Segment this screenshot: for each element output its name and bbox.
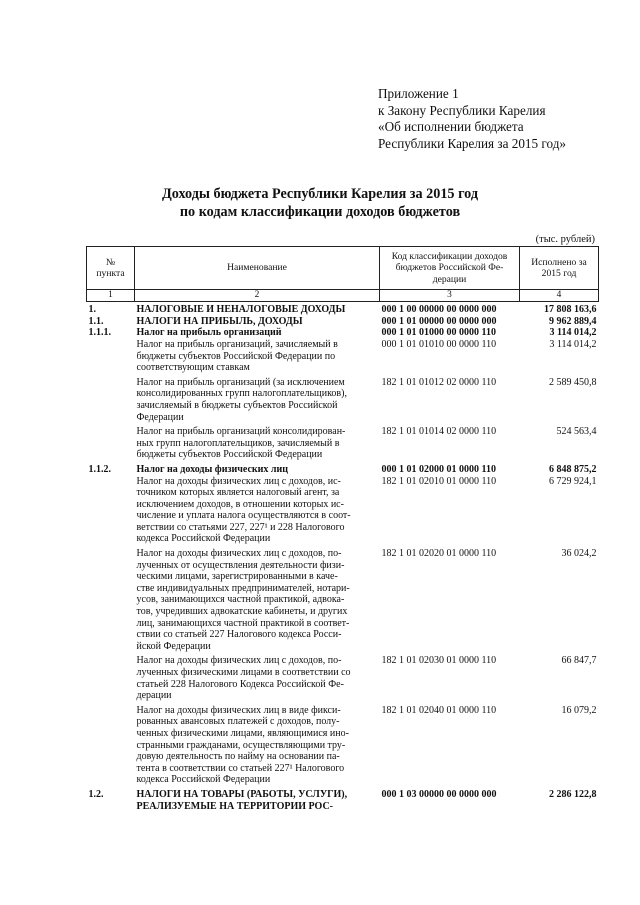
row-name-line: Налог на доходы физических лиц в виде фикси- (136, 704, 341, 716)
table-row (87, 786, 599, 812)
row-name-line: кодекса Российской Федерации (136, 774, 271, 786)
appendix-line-1: Приложение 1 (378, 86, 459, 101)
row-number (87, 423, 135, 461)
row-amount: 3 114 014,2 (549, 338, 597, 350)
row-name-line: стве индивидуальных предпринимателей, нотари- (136, 582, 350, 594)
row-name-line: числение и уплата налога осуществляются в соот- (136, 510, 351, 522)
header-num-line: пункта (96, 268, 125, 279)
row-name-line: точником которых является налоговый агент, за (136, 487, 340, 499)
appendix-line-3: «Об исполнении бюджета (378, 119, 524, 134)
header-amount-line: 2015 год (541, 268, 577, 279)
appendix-block (378, 86, 566, 152)
column-number: 4 (520, 290, 599, 302)
row-amount: 16 079,2 (561, 704, 597, 716)
row-number (87, 652, 135, 701)
column-number: 1 (87, 290, 135, 302)
row-name-line: Налог на доходы физических лиц с доходов, по- (136, 548, 342, 560)
row-name (135, 545, 380, 652)
row-name-line: довую деятельность по найму на основании па- (136, 751, 340, 763)
table-row (87, 476, 599, 546)
row-name-line: статьей 228 Налогового Кодекса Российской Фе- (136, 678, 344, 690)
table-row (87, 545, 599, 652)
row-name-line: Налог на доходы физических лиц с доходов, по- (136, 655, 342, 667)
row-code: 182 1 01 02020 01 0000 110 (381, 548, 497, 560)
row-name-line: НАЛОГИ НА ТОВАРЫ (РАБОТЫ, УСЛУГИ), (136, 788, 348, 800)
row-name-line: Налог на доходы физических лиц с доходов, ис- (136, 475, 341, 487)
row-code: 182 1 01 02040 01 0000 110 (381, 704, 497, 716)
row-name (135, 327, 380, 339)
row-number: 1.1.2. (88, 463, 111, 475)
row-amount: 17 808 163,6 (544, 304, 597, 316)
row-code: 000 1 01 00000 00 0000 000 (381, 315, 497, 327)
row-code: 182 1 01 02010 01 0000 110 (381, 475, 497, 487)
document-title (0, 186, 640, 221)
row-name (135, 652, 380, 701)
row-name (135, 316, 380, 328)
row-name (135, 461, 380, 476)
row-name-line: бюджеты субъектов Российской Федерации (136, 449, 323, 461)
title-line-2: по кодам классификации доходов бюджетов (179, 203, 461, 220)
row-number: 1.1. (88, 315, 104, 327)
row-name-line: ческими лицами, зарегистрированными в каче- (136, 571, 338, 583)
row-name-line: тента в соответствии со статьей 227¹ Налогового (136, 762, 345, 774)
revenue-table (86, 246, 599, 812)
table-row (87, 374, 599, 423)
row-number: 1.2. (88, 788, 104, 800)
row-amount: 524 563,4 (556, 426, 597, 438)
row-amount: 9 962 889,4 (549, 315, 597, 327)
row-name-line: консолидированных групп налогоплательщиков), (136, 388, 347, 400)
row-name (135, 302, 380, 316)
row-amount: 2 589 450,8 (549, 376, 597, 388)
row-name-line: странными гражданами, осуществляющими тру- (136, 739, 346, 751)
row-name-line: Налог на прибыль организаций (136, 327, 282, 339)
row-name-line: бюджеты субъектов Российской Федерации по (136, 350, 336, 362)
appendix-line-2: к Закону Республики Карелия (378, 102, 546, 118)
row-code: 000 1 00 00000 00 0000 000 (381, 304, 497, 316)
row-name-line: Налог на прибыль организаций консолидирован- (136, 426, 346, 438)
row-name-line: ствии со статьей 227 Налогового кодекса Росси- (136, 629, 342, 641)
row-number (87, 545, 135, 652)
row-name (135, 786, 380, 812)
row-code: 000 1 03 00000 00 0000 000 (381, 788, 497, 800)
table-row (87, 339, 599, 374)
column-number: 3 (380, 290, 520, 302)
row-name-line: ных групп налогоплательщиков, зачисляемый в (136, 437, 340, 449)
title-line-1: Доходы бюджета Республики Карелия за 2015 год (161, 186, 479, 202)
row-name-line: зачисляемый в бюджеты субъектов Российской (136, 399, 338, 411)
header-name: Наименование (135, 247, 380, 290)
column-number: 2 (135, 290, 380, 302)
header-code-line: дерации (432, 273, 467, 285)
row-name-line: Налог на прибыль организаций, зачисляемый в (136, 338, 338, 350)
row-name-line: ченных физическими лицами, являющимися ино- (136, 727, 349, 739)
row-number: 1.1.1. (88, 327, 111, 339)
row-name-line: исключением доходов, в отношении которых ис- (136, 498, 344, 510)
row-name (135, 423, 380, 461)
row-name-line: Федерации (136, 411, 184, 423)
row-name-line: кодекса Российской Федерации (136, 533, 271, 545)
table-row (87, 423, 599, 461)
row-number (87, 374, 135, 423)
row-amount: 2 286 122,8 (549, 788, 597, 800)
row-number (87, 476, 135, 546)
row-name-line: РЕАЛИЗУЕМЫЕ НА ТЕРРИТОРИИ РОС- (136, 800, 334, 812)
row-name-line: ветствии со статьями 227, 227¹ и 228 Налогового (136, 521, 345, 533)
row-name-line: дерации (136, 690, 172, 702)
row-amount: 6 848 875,2 (549, 463, 597, 475)
row-name (135, 339, 380, 374)
row-code: 000 1 01 01010 00 0000 110 (381, 338, 497, 350)
table-row (87, 316, 599, 328)
header-num-line: № (105, 256, 116, 268)
row-number: 1. (88, 304, 96, 316)
row-amount: 36 024,2 (561, 548, 597, 560)
units-label: (тыс. рублей) (535, 234, 595, 245)
row-name (135, 476, 380, 546)
appendix-line-4: Республики Карелия за 2015 год» (378, 135, 567, 151)
row-name-line: усов, занимающихся частной практикой, адвока- (136, 594, 345, 606)
row-amount: 3 114 014,2 (549, 327, 597, 339)
table-row (87, 702, 599, 786)
row-name-line: НАЛОГОВЫЕ И НЕНАЛОГОВЫЕ ДОХОДЫ (136, 304, 346, 316)
row-amount: 6 729 924,1 (549, 475, 597, 487)
header-amount-line: Исполнено за (531, 256, 587, 268)
row-code: 182 1 01 02030 01 0000 110 (381, 655, 497, 667)
column-numbers-row (87, 290, 599, 302)
row-name-line: йской Федерации (136, 640, 211, 652)
row-name-line: тов, учредивших адвокатские кабинеты, и других (136, 606, 348, 618)
header-code-line: Код классификации доходов (391, 251, 508, 263)
row-name (135, 702, 380, 786)
row-name-line: НАЛОГИ НА ПРИБЫЛЬ, ДОХОДЫ (136, 315, 303, 327)
row-name-line: Налог на доходы физических лиц (136, 463, 289, 475)
row-name-line: соответствующим ставкам (136, 362, 250, 374)
table-row (87, 327, 599, 339)
row-name-line: лиц, занимающихся частной практикой в соответ- (136, 617, 350, 629)
row-name (135, 374, 380, 423)
table-row (87, 652, 599, 701)
row-name-line: лученных от осуществления деятельности физи- (136, 559, 345, 571)
row-number (87, 339, 135, 374)
row-name-line: рованных авансовых платежей с доходов, полу- (136, 716, 340, 728)
header-code (380, 247, 520, 290)
header-amount (520, 247, 599, 290)
row-name-line: Налог на прибыль организаций (за исключением (136, 376, 345, 388)
row-amount: 66 847,7 (561, 655, 597, 667)
header-num (87, 247, 135, 290)
revenue-table-container (86, 246, 598, 812)
row-code: 000 1 01 01000 00 0000 110 (381, 327, 496, 339)
row-code: 182 1 01 01012 02 0000 110 (381, 376, 497, 388)
row-code: 000 1 01 02000 01 0000 110 (381, 463, 496, 475)
header-code-line: бюджетов Российской Фе- (395, 262, 504, 274)
row-number (87, 702, 135, 786)
row-name-line: лученных физическими лицами в соответствии со (136, 667, 351, 679)
table-header-row (87, 247, 599, 290)
row-code: 182 1 01 01014 02 0000 110 (381, 426, 497, 438)
table-row (87, 302, 599, 316)
table-body (87, 302, 599, 812)
table-row (87, 461, 599, 476)
